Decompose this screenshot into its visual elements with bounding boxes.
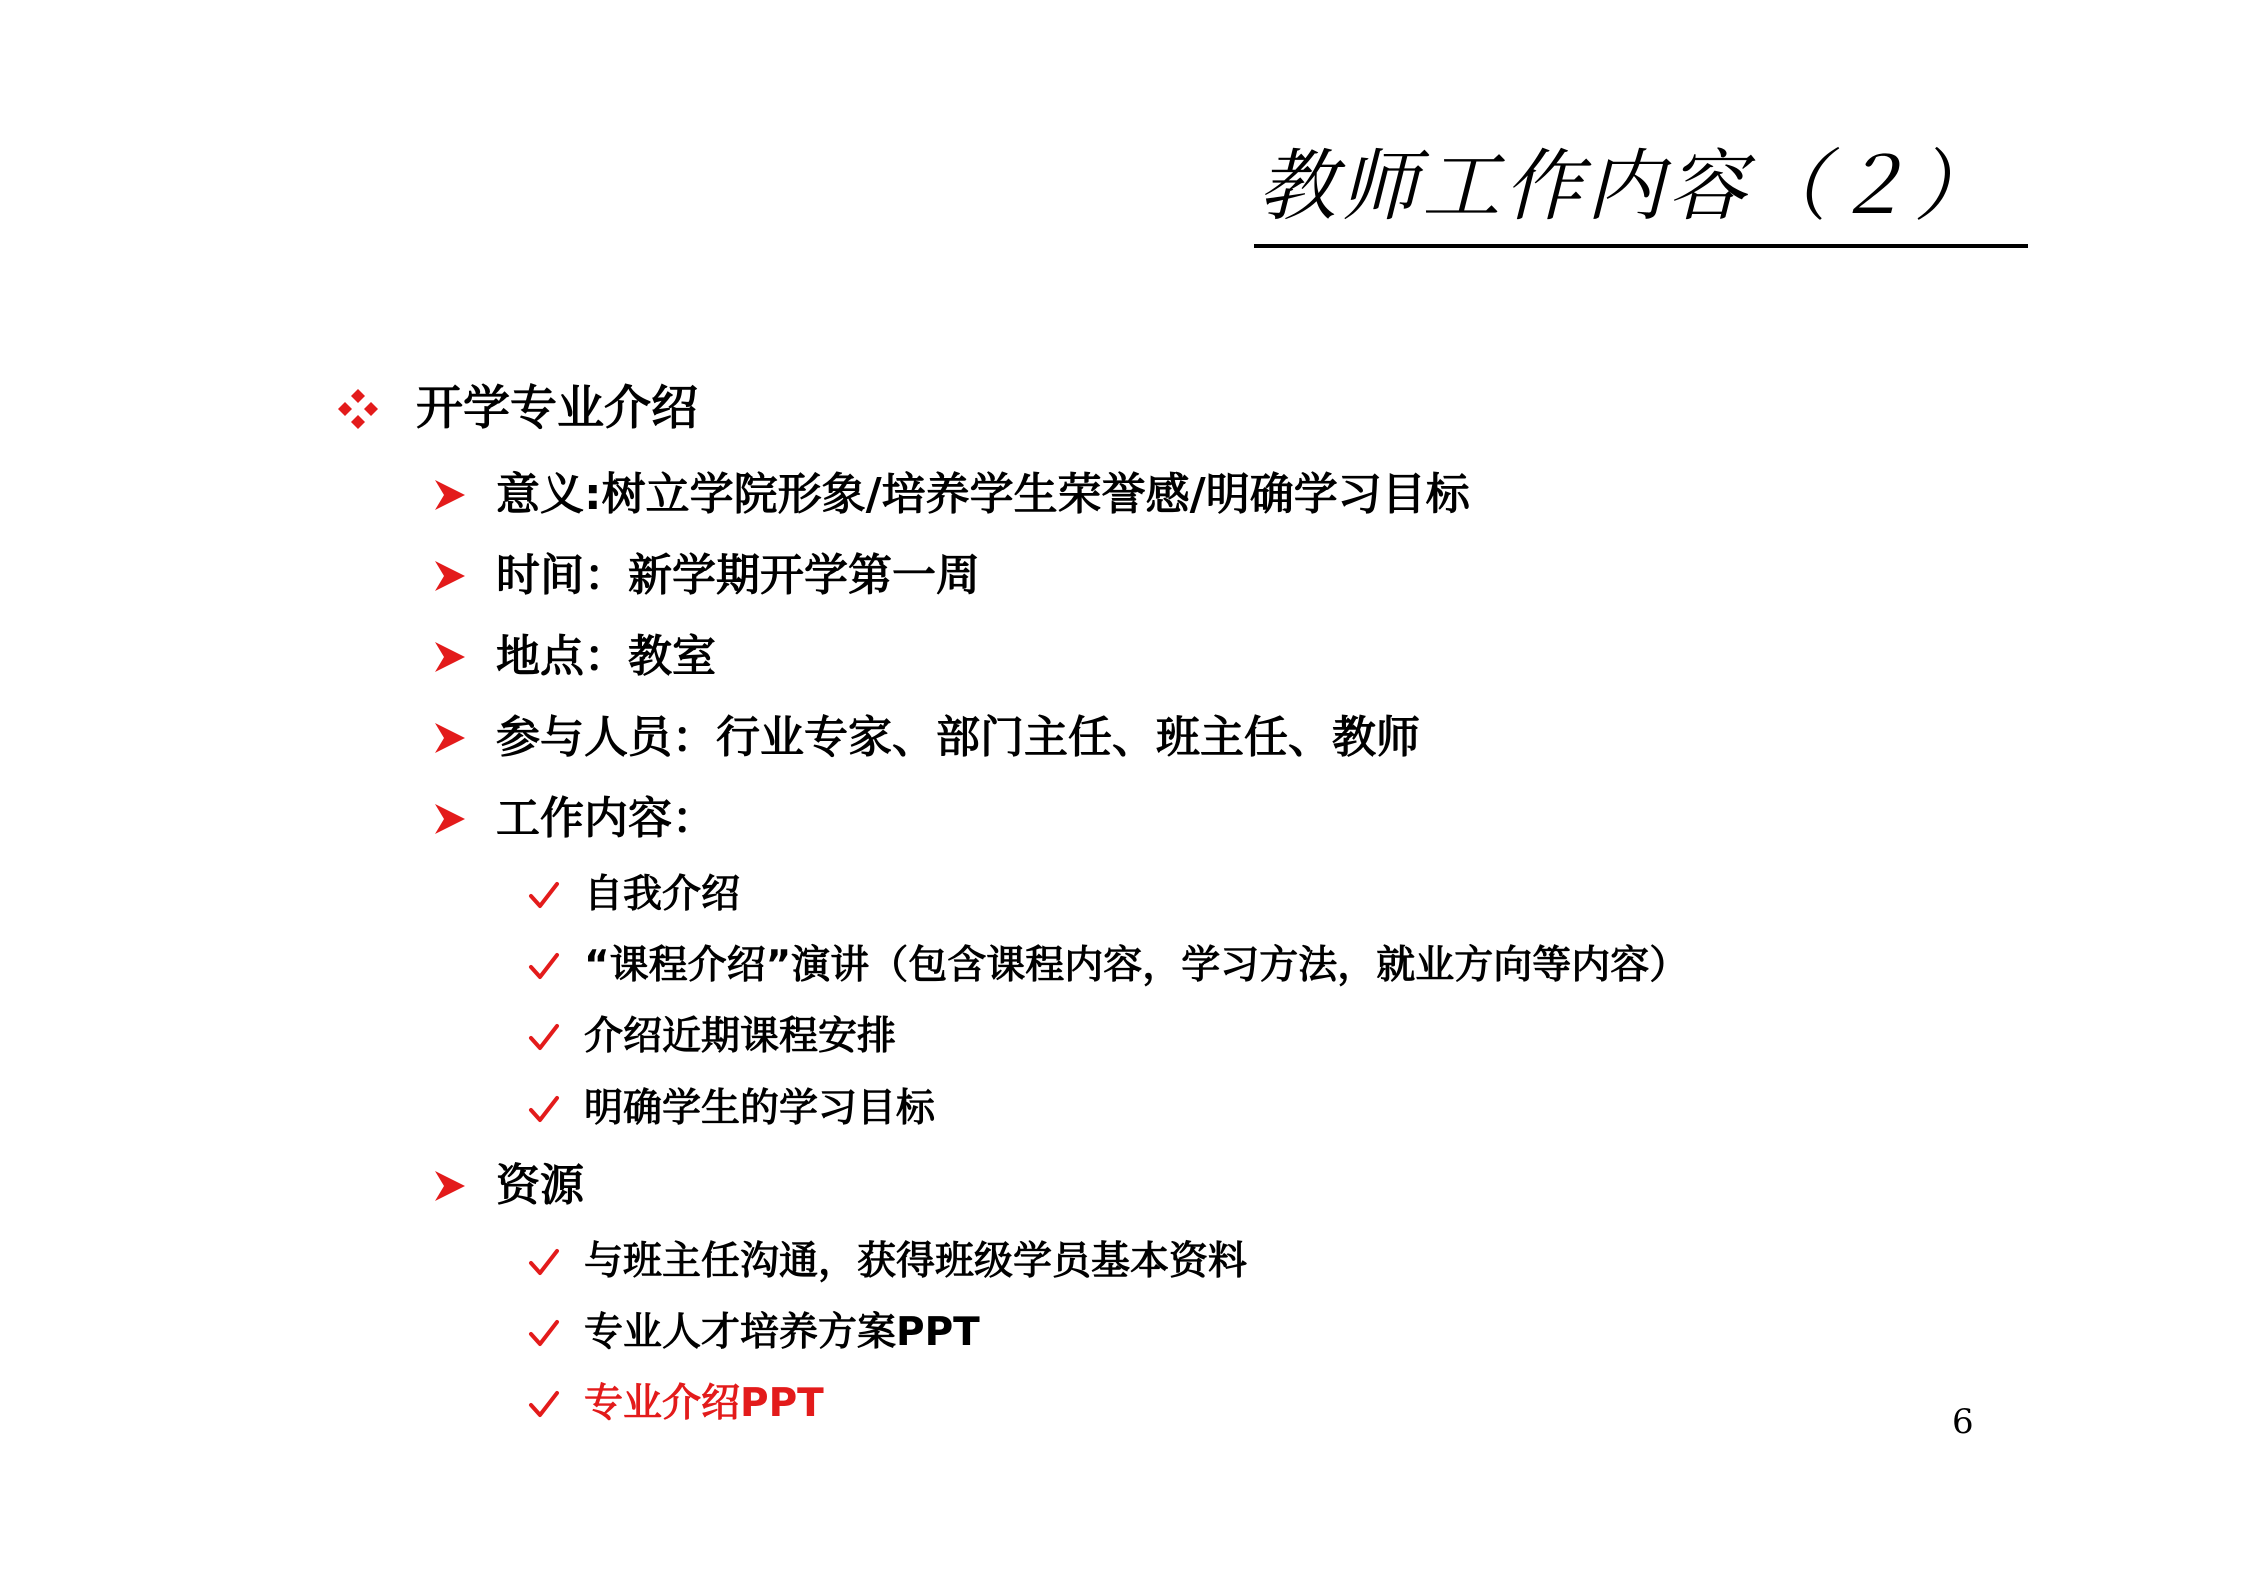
list-item-label: 参与人员：行业专家、部门主任、班主任、教师 (496, 712, 1420, 763)
arrow-icon (432, 558, 468, 594)
page-number: 6 (1952, 1402, 1974, 1442)
arrow-icon (432, 720, 468, 756)
checkmark-icon (528, 950, 560, 982)
list-item (432, 631, 716, 682)
sub-list-item-highlighted (528, 1381, 824, 1426)
section-heading-label: 开学专业介绍 (416, 381, 698, 436)
title-underline (1254, 244, 2028, 248)
list-item (432, 469, 1470, 520)
sub-list-item-label: 明确学生的学习目标 (584, 1086, 936, 1131)
list-item-label: 资源 (496, 1160, 584, 1211)
sub-list-item-label: “课程介绍”演讲（包含课程内容，学习方法，就业方向等内容） (584, 943, 1689, 988)
sub-list-item-label: 专业人才培养方案PPT (584, 1310, 980, 1355)
checkmark-icon (528, 879, 560, 911)
arrow-icon (432, 801, 468, 837)
sub-list-item (528, 943, 1689, 988)
list-item-label: 工作内容： (496, 793, 716, 844)
sub-list-item (528, 872, 741, 917)
checkmark-icon (528, 1021, 560, 1053)
list-item-label: 意义:树立学院形象/培养学生荣誉感/明确学习目标 (496, 469, 1470, 520)
list-item-label: 地点：教室 (496, 631, 716, 682)
section-heading (336, 381, 698, 436)
diamond-cluster-icon (336, 387, 380, 431)
sub-list-item (528, 1086, 936, 1131)
checkmark-icon (528, 1246, 560, 1278)
sub-list-item (528, 1014, 897, 1059)
arrow-icon (432, 1168, 468, 1204)
sub-list-item (528, 1310, 980, 1355)
checkmark-icon (528, 1388, 560, 1420)
checkmark-icon (528, 1317, 560, 1349)
checkmark-icon (528, 1093, 560, 1125)
sub-list-item (528, 1239, 1248, 1284)
list-item (432, 1160, 584, 1211)
list-item (432, 793, 716, 844)
sub-list-item-label: 介绍近期课程安排 (584, 1014, 897, 1059)
sub-list-item-label: 专业介绍PPT (584, 1381, 824, 1426)
sub-list-item-label: 自我介绍 (584, 872, 741, 917)
list-item (432, 712, 1420, 763)
arrow-icon (432, 477, 468, 513)
sub-list-item-label: 与班主任沟通，获得班级学员基本资料 (584, 1239, 1248, 1284)
slide-title: 教师工作内容（２） (1258, 142, 1997, 232)
list-item-label: 时间：新学期开学第一周 (496, 550, 980, 601)
list-item (432, 550, 980, 601)
arrow-icon (432, 639, 468, 675)
